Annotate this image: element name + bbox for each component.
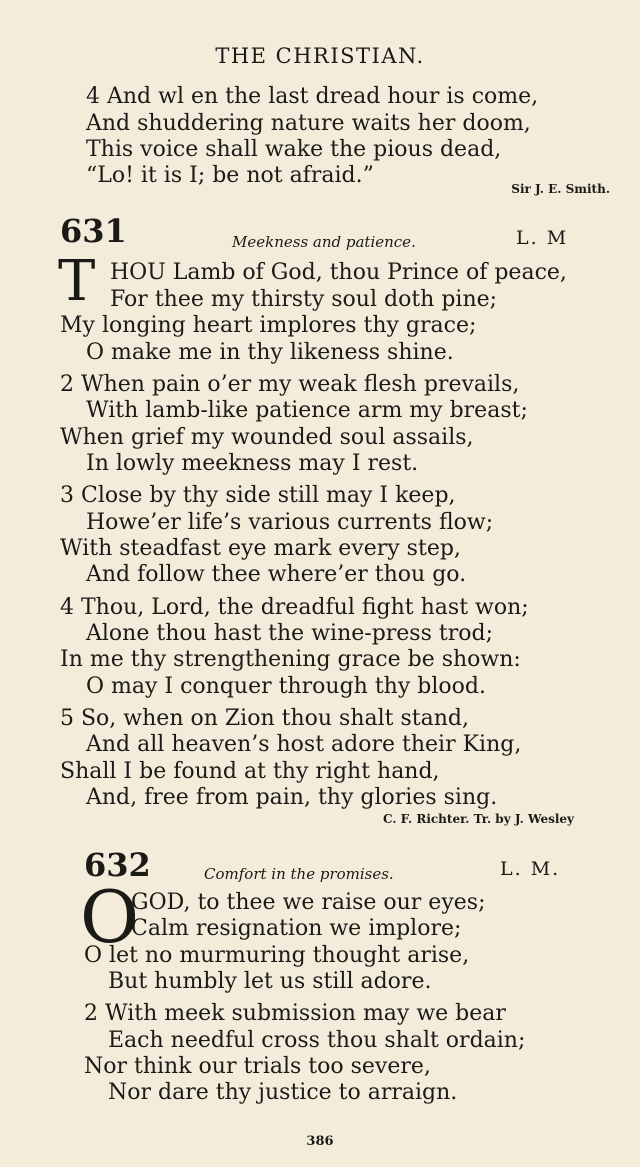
hymn-line: My longing heart implores thy grace; xyxy=(60,313,477,338)
hymn-line: 2 When pain o’er my weak flesh prevails, xyxy=(60,372,520,397)
hymn-line: Shall I be found at thy right hand, xyxy=(60,759,440,784)
hymn-line: When grief my wounded soul assails, xyxy=(60,425,474,450)
hymn-line: GOD, to thee we raise our eyes; xyxy=(131,890,486,915)
hymn-line: And, free from pain, thy glories sing. xyxy=(86,785,498,810)
hymn-title: Meekness and patience. xyxy=(232,233,416,251)
hymn-title: Comfort in the promises. xyxy=(204,865,394,883)
hymn-line: Each needful cross thou shalt ordain; xyxy=(108,1028,526,1053)
hymn-line: 2 With meek submission may we bear xyxy=(84,1001,506,1026)
hymn-line: Howe’er life’s various currents flow; xyxy=(86,510,494,535)
hymn-number: 631 xyxy=(60,212,127,250)
hymn-line: And all heaven’s host adore their King, xyxy=(86,732,522,757)
hymn-line: In lowly meekness may I rest. xyxy=(86,451,419,476)
hymn-meter: L. M xyxy=(516,227,569,249)
hymn-attribution: C. F. Richter. Tr. by J. Wesley xyxy=(382,812,574,826)
hymn-line: And follow thee where’er thou go. xyxy=(86,562,467,587)
hymn-line: O let no murmuring thought arise, xyxy=(84,943,470,968)
hymn-line: Nor think our trials too severe, xyxy=(84,1054,431,1079)
hymn-line: For thee my thirsty soul doth pine; xyxy=(110,287,498,312)
hymn-line: Nor dare thy justice to arraign. xyxy=(108,1080,458,1105)
hymn-line: But humbly let us still adore. xyxy=(108,969,432,994)
hymn-line: Alone thou hast the wine-press trod; xyxy=(86,621,493,646)
hymn-line: Calm resignation we implore; xyxy=(131,916,462,941)
prev-hymn-line: And shuddering nature waits her doom, xyxy=(86,111,531,136)
hymn-line: 3 Close by thy side still may I keep, xyxy=(60,483,456,508)
hymn-line: O may I conquer through thy blood. xyxy=(86,674,486,699)
running-header: THE CHRISTIAN. xyxy=(215,44,425,68)
prev-hymn-line: “Lo! it is I; be not afraid.” xyxy=(86,163,374,188)
hymn-line: In me thy strengthening grace be shown: xyxy=(60,647,521,672)
drop-cap: O xyxy=(80,875,140,959)
page-number: 386 xyxy=(306,1134,334,1149)
hymn-line: 4 Thou, Lord, the dreadful fight hast won; xyxy=(60,595,529,620)
drop-cap: T xyxy=(58,249,96,314)
hymn-line: With steadfast eye mark every step, xyxy=(60,536,461,561)
prev-hymn-attribution: Sir J. E. Smith. xyxy=(511,182,610,196)
prev-hymn-line: This voice shall wake the pious dead, xyxy=(86,137,502,162)
hymn-number: 632 xyxy=(84,846,151,884)
hymn-meter: L. M. xyxy=(500,858,561,880)
hymn-line: 5 So, when on Zion thou shalt stand, xyxy=(60,706,469,731)
hymn-line: O make me in thy likeness shine. xyxy=(86,340,454,365)
prev-hymn-line: 4 And wl en the last dread hour is come, xyxy=(86,84,539,109)
hymn-line: With lamb-like patience arm my breast; xyxy=(86,398,528,423)
hymn-line: HOU Lamb of God, thou Prince of peace, xyxy=(110,260,567,285)
